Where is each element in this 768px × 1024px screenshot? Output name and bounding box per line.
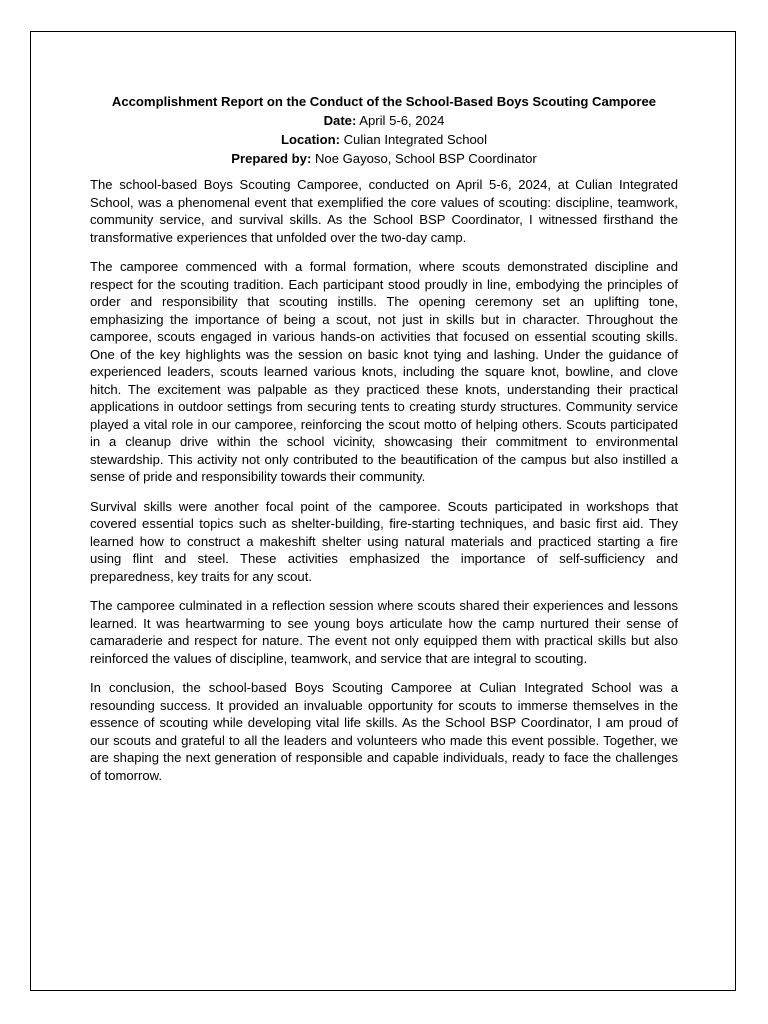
report-date (90, 111, 678, 130)
report-title: Accomplishment Report on the Conduct of the School-Based Boys Scouting Camporee (111, 94, 657, 109)
prepared-by-value: Noe Gayoso, School BSP Coordinator (314, 151, 537, 166)
date-value: April 5-6, 2024 (359, 113, 445, 128)
paragraph-activities: The camporee commenced with a formal formation, where scouts demonstrated discipline and respect for the scouting tradition. Each participant stood proudly in line, embodying the principles of order and responsibility that scouting instills. The opening ceremony set an uplifting tone, emphasizing the importance of being a scout, not just in skills but in character. Throughout the camporee, scouts engaged in various hands-on activities that focused on essential scouting skills. One of the key highlights was the session on basic knot tying and lashing. Under the guidance of experienced leaders, scouts learned various knots, including the square knot, bowline, and clove hitch. The excitement was palpable as they practiced these knots, understanding their practical applications in outdoor settings from securing tents to creating sturdy structures. Community service played a vital role in our camporee, reinforcing the scout motto of helping others. Scouts participated in a cleanup drive within the school vicinity, showcasing their commitment to environmental stewardship. This activity not only contributed to the beautification of the campus but also instilled a sense of pride and responsibility towards their community. (90, 259, 678, 484)
document-body (90, 92, 678, 796)
date-label: Date: (323, 113, 357, 128)
paragraph-reflection: The camporee culminated in a reflection session where scouts shared their experiences and lessons learned. It was heartwarming to see young boys articulate how the camp nurtured their sense of camaraderie and respect for nature. The event not only equipped them with practical skills but also reinforced the values of discipline, teamwork, and service that are integral to scouting. (90, 598, 678, 666)
location-value: Culian Integrated School (343, 132, 487, 147)
report-prepared-by (90, 149, 678, 168)
report-location (90, 130, 678, 149)
paragraph-conclusion: In conclusion, the school-based Boys Scouting Camporee at Culian Integrated School was a resounding success. It provided an invaluable opportunity for scouts to immerse themselves in the essence of scouting while developing vital life skills. As the School BSP Coordinator, I am proud of our scouts and grateful to all the leaders and volunteers who made this event possible. Together, we are shaping the next generation of responsible and capable individuals, ready to face the challenges of tomorrow. (90, 680, 678, 783)
paragraph-intro: The school-based Boys Scouting Camporee, conducted on April 5-6, 2024, at Culian Integrated School, was a phenomenal event that exemplified the core values of scouting: discipline, teamwork, community service, and survival skills. As the School BSP Coordinator, I witnessed firsthand the transformative experiences that unfolded over the two-day camp. (90, 177, 678, 245)
prepared-by-label: Prepared by: (231, 151, 312, 166)
location-label: Location: (281, 132, 340, 147)
report-header (90, 92, 678, 168)
paragraph-survival-skills: Survival skills were another focal point of the camporee. Scouts participated in workshops that covered essential topics such as shelter-building, fire-starting techniques, and basic first aid. They learned how to construct a makeshift shelter using natural materials and practiced starting a fire using flint and steel. These activities emphasized the importance of self-sufficiency and preparedness, key traits for any scout. (90, 498, 678, 584)
